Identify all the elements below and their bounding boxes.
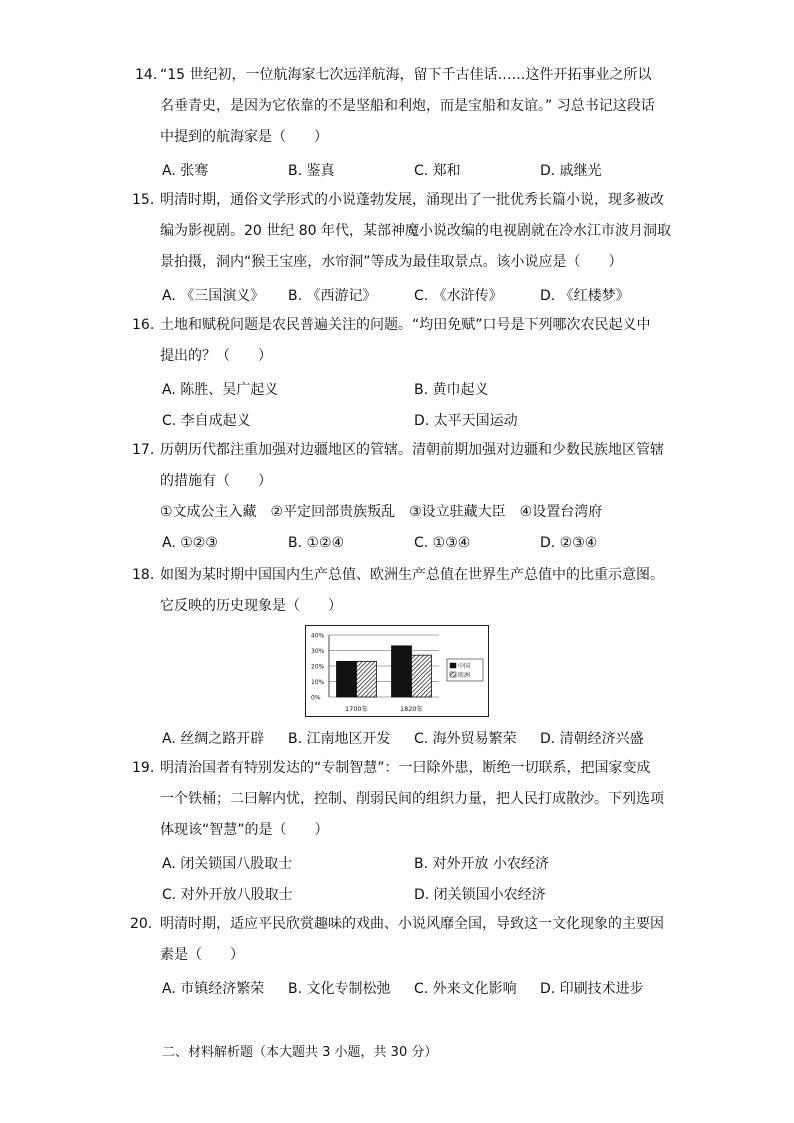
question-text: 景拍摄，洞内“猴王宝座，水帘洞”等成为最佳取景点。该小说应是（ ）: [160, 254, 623, 270]
option-a: A. 市镇经济繁荣: [162, 981, 265, 997]
option-d: D. 戚继光: [540, 163, 602, 179]
option-c: C. 《水浒传》: [414, 288, 503, 304]
option-b: B. 对外开放 小农经济: [414, 856, 549, 872]
question-text: 名垂青史，是因为它依靠的不是坚船和利炮，而是宝船和友谊。” 习总书记这段话: [160, 98, 655, 114]
option-c: C. 郑和: [414, 163, 461, 179]
bar-europe: [357, 661, 377, 697]
y-tick-label: 20%: [311, 663, 325, 671]
option-c: C. 海外贸易繁荣: [414, 731, 517, 747]
option-a: A. 闭关锁国八股取士: [162, 856, 293, 872]
legend-label: 中国: [458, 663, 471, 670]
question-text: 土地和赋税问题是农民普遍关注的问题。“均田免赋”口号是下列哪次农民起义中: [160, 317, 651, 333]
question-text: 明清治国者有特别发达的“专制智慧”：一曰除外患，断绝一切联系，把国家变成: [160, 760, 651, 776]
option-c: C. 对外开放八股取士: [162, 887, 293, 903]
option-a: A. 陈胜、吴广起义: [162, 382, 279, 398]
question-text: 素是（ ）: [160, 947, 244, 963]
question-number: 15.: [132, 192, 155, 208]
option-a: A. 张骞: [162, 163, 209, 179]
question-text: 中提到的航海家是（ ）: [160, 129, 328, 145]
option-b: B. 江南地区开发: [288, 731, 391, 747]
option-c: C. 李自成起义: [162, 413, 251, 429]
bar-china: [337, 661, 357, 697]
option-b: B. 文化专制松弛: [288, 981, 391, 997]
question-number: 18.: [132, 567, 155, 583]
legend-swatch: [450, 663, 456, 668]
option-a: A. ①②③: [162, 535, 218, 551]
option-d: D. 《红楼梦》: [540, 288, 630, 304]
question-text: 体现该“智慧”的是（ ）: [160, 822, 329, 838]
y-tick-label: 30%: [311, 648, 325, 655]
y-tick-label: 40%: [311, 632, 325, 640]
option-d: D. 闭关锁国小农经济: [414, 887, 546, 903]
question-text: 明清时期，适应平民欣赏趣味的戏曲、小说风靡全国，导致这一文化现象的主要因: [160, 916, 664, 932]
option-b: B. 黄巾起义: [414, 382, 489, 398]
question-text: “15 世纪初，一位航海家七次远洋航海，留下千古佳话……这件开拓事业之所以: [160, 67, 652, 83]
option-a: A. 《三国演义》: [162, 288, 265, 304]
y-tick-label: 0%: [311, 694, 321, 702]
option-b: B. 鉴真: [288, 163, 335, 179]
question-text: 历朝历代都注重加强对边疆地区的管辖。清朝前期加强对边疆和少数民族地区管辖: [160, 442, 664, 458]
option-d: D. ②③④: [540, 535, 598, 551]
question-text: 一个铁桶；二曰解内忧，控制、削弱民间的组织力量，把人民打成散沙。下列选项: [160, 791, 664, 807]
bar-europe: [412, 655, 432, 697]
bar-china: [392, 646, 412, 697]
option-d: D. 印刷技术进步: [540, 981, 644, 997]
x-tick-label: 1820年: [399, 705, 424, 713]
legend-swatch: [450, 672, 456, 677]
legend-label: 欧洲: [458, 672, 471, 679]
question-text: 的措施有（ ）: [160, 473, 272, 489]
question-text: 编为影视剧。20 世纪 80 年代，某部神魔小说改编的电视剧就在冷水江市波月洞取: [160, 223, 671, 239]
question-number: 19.: [132, 760, 155, 776]
option-a: A. 丝绸之路开辟: [162, 731, 265, 747]
question-text: 如图为某时期中国国内生产总值、欧洲生产总值在世界生产总值中的比重示意图。: [160, 567, 664, 583]
option-d: D. 太平天国运动: [414, 413, 518, 429]
question-number: 14.: [135, 67, 158, 83]
y-tick-label: 10%: [311, 679, 325, 686]
gdp-share-chart: [305, 625, 489, 717]
x-tick-label: 1700年: [344, 705, 369, 713]
question-number: 17.: [132, 442, 155, 458]
option-c: C. 外来文化影响: [414, 981, 517, 997]
question-text: ①文成公主入藏 ②平定回部贵族叛乱 ③设立驻藏大臣 ④设置台湾府: [160, 504, 603, 520]
option-b: B. ①②④: [288, 535, 345, 551]
option-b: B. 《西游记》: [288, 288, 377, 304]
question-number: 16.: [132, 317, 155, 333]
question-text: 它反映的历史现象是（ ）: [160, 598, 342, 614]
option-c: C. ①③④: [414, 535, 471, 551]
question-number: 20.: [130, 916, 153, 932]
question-text: 明清时期，通俗文学形式的小说蓬勃发展，涌现出了一批优秀长篇小说，现多被改: [160, 192, 664, 208]
option-d: D. 清朝经济兴盛: [540, 731, 644, 747]
question-text: 提出的？（ ）: [160, 348, 272, 364]
section-title: 二、材料解析题（本大题共 3 小题，共 30 分）: [162, 1045, 438, 1060]
